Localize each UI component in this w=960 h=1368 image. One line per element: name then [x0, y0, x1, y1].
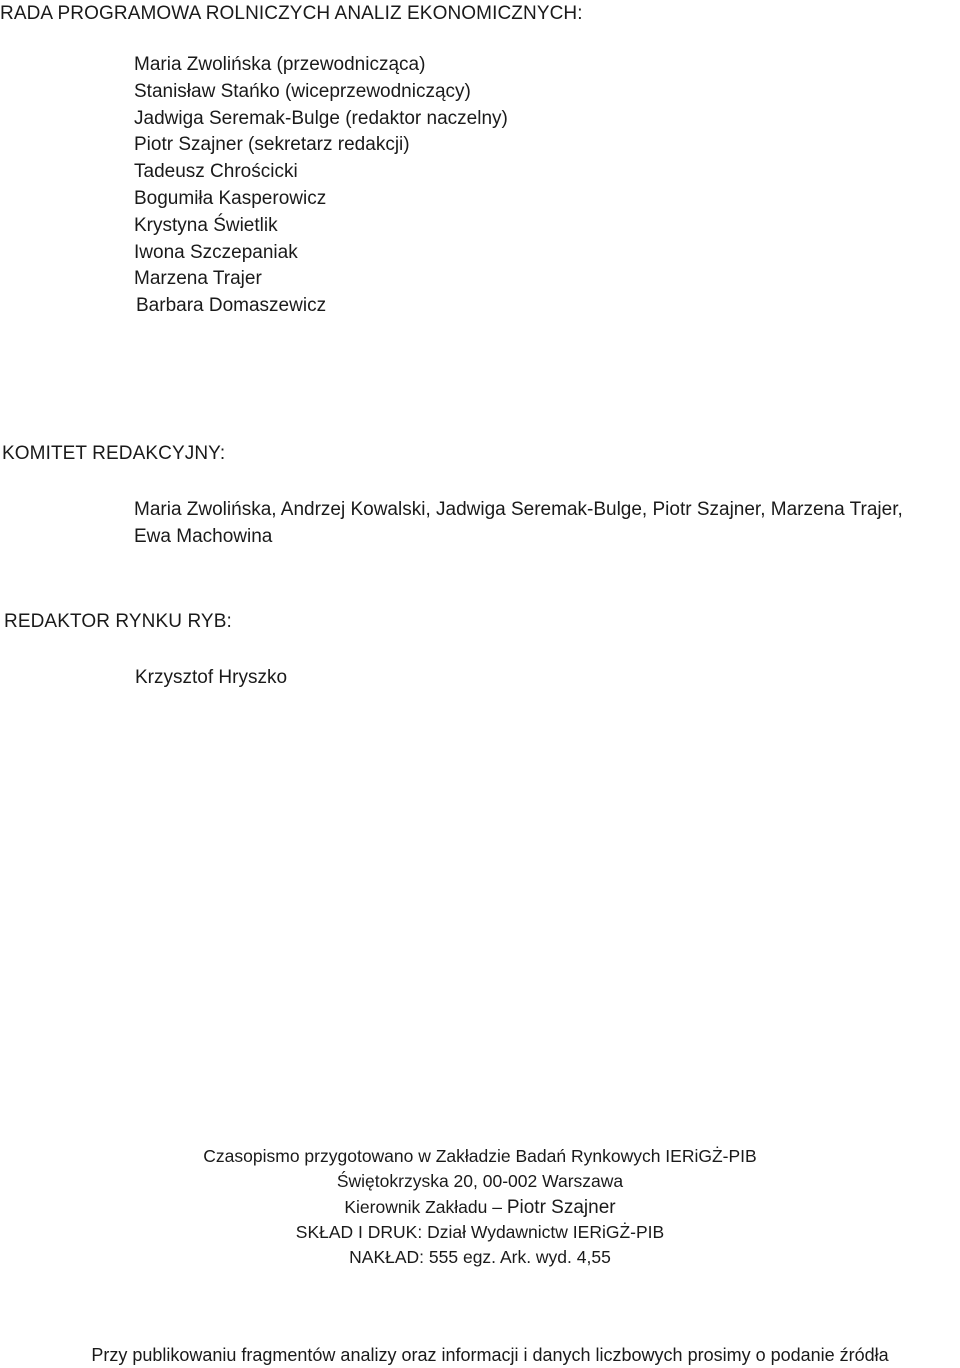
imprint-line-print: SKŁAD I DRUK: Dział Wydawnictw IERiGŻ-PIB [295, 1221, 665, 1242]
council-member: Tadeusz Chrościcki [134, 161, 298, 183]
imprint-line-circulation: NAKŁAD: 555 egz. Ark. wyd. 4,55 [349, 1247, 611, 1268]
fish-editor-heading: REDAKTOR RYNKU RYB: [4, 611, 232, 632]
imprint-line-prepared-by: Czasopismo przygotowano w Zakładzie Badań Rynkowych IERiGŻ-PIB [203, 1146, 757, 1166]
imprint-block [0, 1144, 960, 1270]
committee-heading: KOMITET REDAKCYJNY: [2, 443, 226, 464]
council-member: Stanisław Stańko (wiceprzewodniczący) [134, 80, 471, 102]
imprint-line-head [0, 1195, 960, 1220]
imprint-line-address: Świętokrzyska 20, 00-002 Warszawa [336, 1171, 624, 1192]
council-member: Iwona Szczepaniak [134, 241, 298, 263]
council-member-list [134, 52, 508, 320]
council-member: Barbara Domaszewicz [136, 295, 327, 317]
council-member: Piotr Szajner (sekretarz redakcji) [134, 134, 410, 156]
council-member: Krystyna Świetlik [134, 214, 278, 236]
committee-members-line1: Maria Zwolińska, Andrzej Kowalski, Jadwiga Seremak-Bulge, Piotr Szajner, Marzena Trajer, [134, 499, 903, 520]
imprint-head-label: Kierownik Zakładu – [344, 1196, 502, 1217]
council-member: Maria Zwolińska (przewodnicząca) [134, 54, 426, 75]
council-member: Bogumiła Kasperowicz [134, 187, 327, 209]
fish-editor-name: Krzysztof Hryszko [135, 667, 288, 688]
council-heading: RADA PROGRAMOWA ROLNICZYCH ANALIZ EKONOMICZNYCH: [0, 3, 583, 24]
imprint-head-name: Piotr Szajner [506, 1196, 616, 1218]
source-citation-note: Przy publikowaniu fragmentów analizy oraz informacji i danych liczbowych prosimy o podanie źródła [91, 1345, 889, 1365]
council-member: Marzena Trajer [134, 268, 262, 290]
committee-members-line2: Ewa Machowina [134, 526, 273, 547]
council-member: Jadwiga Seremak-Bulge (redaktor naczelny) [134, 107, 508, 129]
